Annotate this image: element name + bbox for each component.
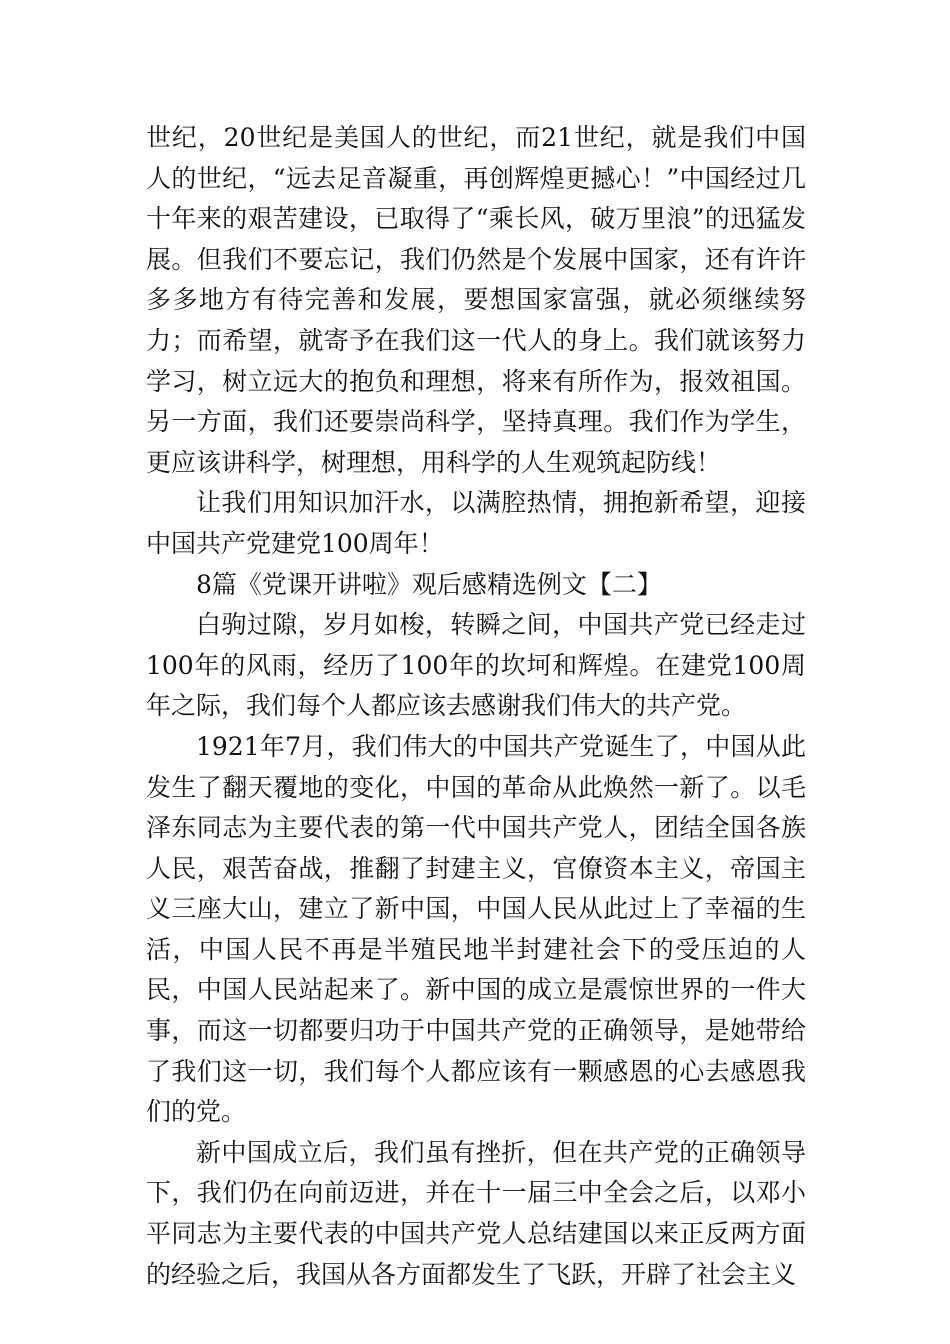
paragraph-closing-call: 让我们用知识加汗水，以满腔热情，拥抱新希望，迎接中国共产党建党100周年！ — [146, 488, 806, 558]
paragraph-after-founding: 新中国成立后，我们虽有挫折，但在共产党的正确领导下，我们仍在向前迈进，并在十一届三中全会之后，以邓小平同志为主要代表的中国共产党人总结建国以来正反两方面的经验之后，我国从各方面都发生了飞跃，开辟了社会主义 — [146, 1137, 806, 1289]
document-body — [146, 118, 806, 1295]
section-heading: 8篇《党课开讲啦》观后感精选例文【二】 — [196, 569, 662, 599]
paragraph-intro: 白驹过隙，岁月如梭，转瞬之间，中国共产党已经走过100年的风雨，经历了100年的坎坷和辉煌。在建党100周年之际，我们每个人都应该去感谢我们伟大的共产党。 — [146, 610, 806, 721]
paragraph-continuation: 世纪，20世纪是美国人的世纪，而21世纪，就是我们中国人的世纪，“远去足音凝重，再创辉煌更撼心！”中国经过几十年来的艰苦建设，已取得了“乘长风，破万里浪”的迅猛发展。但我们不要忘记，我们仍然是个发展中国家，还有许许多多地方有待完善和发展，要想国家富强，就必须继续努力；而希望，就寄予在我们这一代人的身上。我们就该努力学习，树立远大的抱负和理想，将来有所作为，报效祖国。另一方面，我们还要崇尚科学，坚持真理。我们作为学生，更应该讲科学，树理想，用科学的人生观筑起防线！ — [146, 123, 806, 477]
paragraph-history-1921: 1921年7月，我们伟大的中国共产党诞生了，中国从此发生了翻天覆地的变化，中国的革命从此焕然一新了。以毛泽东同志为主要代表的第一代中国共产党人，团结全国各族人民，艰苦奋战，推翻了封建主义，官僚资本主义，帝国主义三座大山，建立了新中国，中国人民从此过上了幸福的生活，中国人民不再是半殖民地半封建社会下的受压迫的人民，中国人民站起来了。新中国的成立是震惊世界的一件大事，而这一切都要归功于中国共产党的正确领导，是她带给了我们这一切，我们每个人都应该有一颗感恩的心去感恩我们的党。 — [146, 731, 806, 1127]
